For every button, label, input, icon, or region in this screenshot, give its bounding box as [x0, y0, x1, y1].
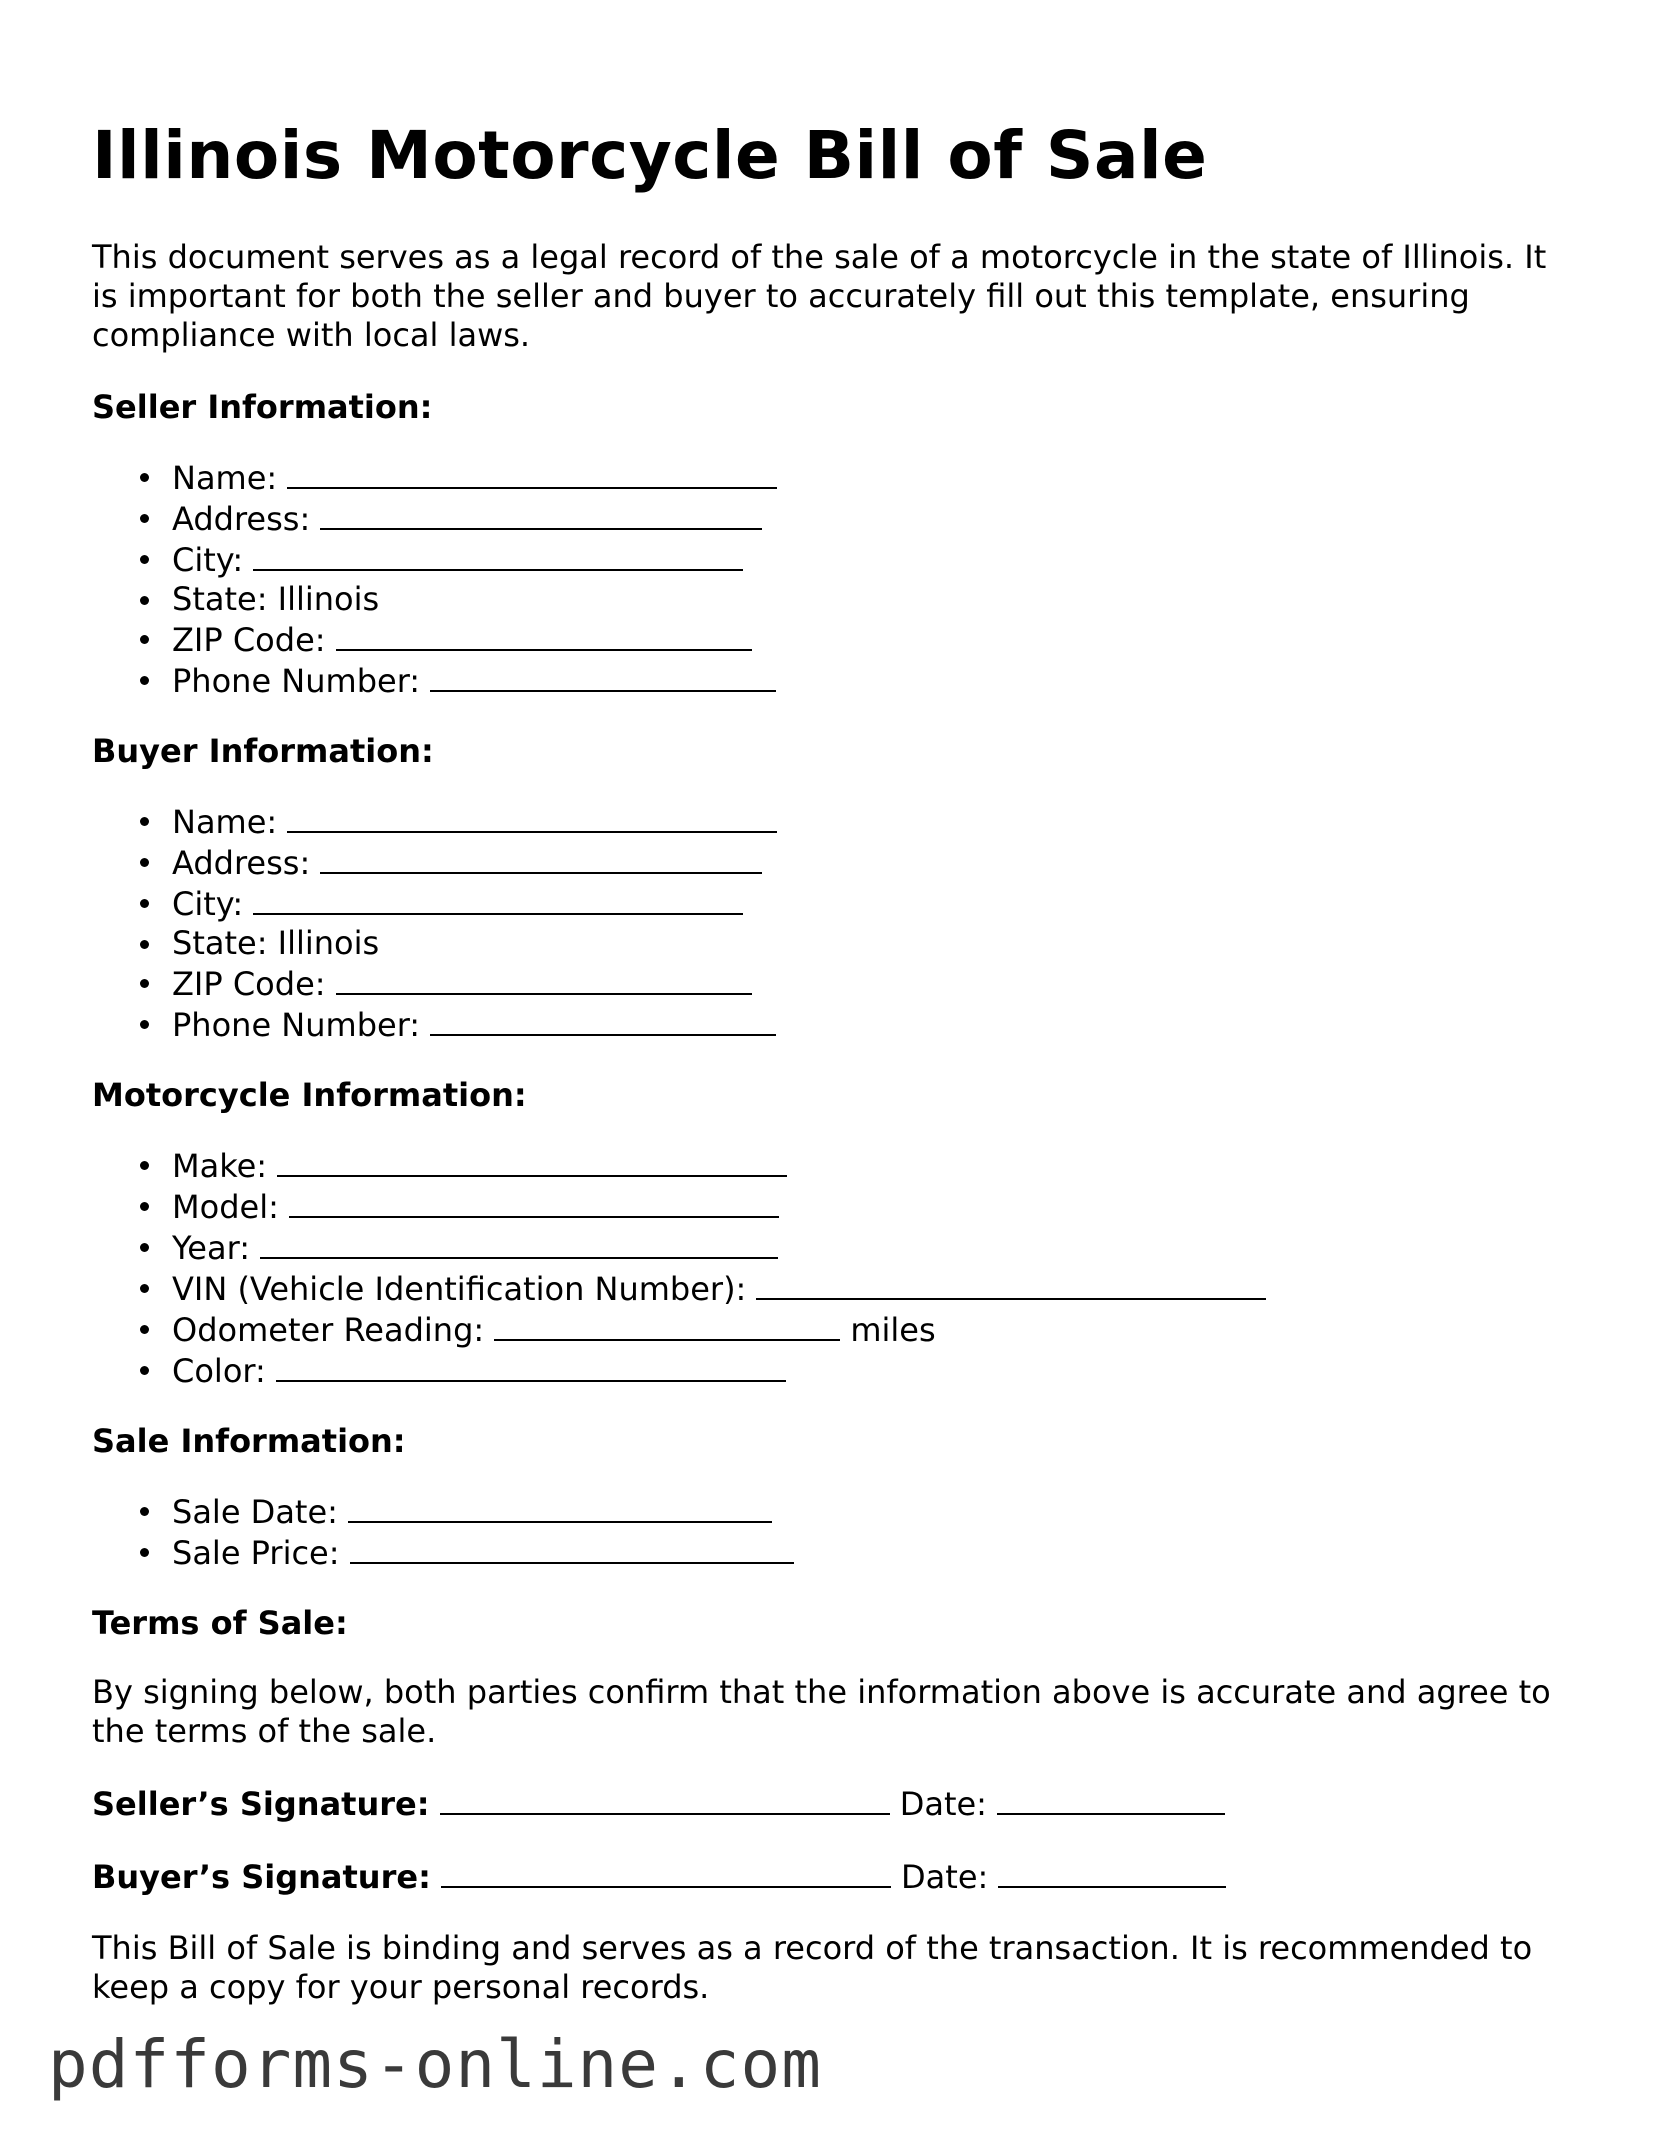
buyer-state-item [172, 924, 1572, 963]
seller-state-item [172, 580, 1572, 619]
buyer-signature-row [92, 1856, 1572, 1897]
buyer-city-field[interactable] [253, 883, 743, 915]
buyer-zip-label: ZIP Code: [172, 965, 326, 1003]
sale-date-label: Sale Date: [172, 1493, 338, 1531]
motorcycle-year-label: Year: [172, 1229, 250, 1267]
seller-date-label: Date: [899, 1785, 987, 1823]
motorcycle-heading: Motorcycle Information: [92, 1076, 527, 1114]
buyer-signature-field[interactable] [441, 1856, 891, 1888]
seller-address-label: Address: [172, 500, 311, 538]
buyer-date-label: Date: [901, 1858, 989, 1896]
terms-paragraph: By signing below, both parties confirm that the information above is accurate and agree to the terms of the sale. [92, 1673, 1551, 1750]
closing-paragraph: This Bill of Sale is binding and serves as a record of the transaction. It is recommended to keep a copy for your personal records. [92, 1929, 1533, 2006]
terms-heading: Terms of Sale: [92, 1604, 348, 1642]
seller-date-field[interactable] [997, 1783, 1225, 1815]
motorcycle-odometer-item [172, 1309, 1572, 1350]
sale-price-field[interactable] [350, 1532, 794, 1564]
motorcycle-vin-field[interactable] [756, 1268, 1266, 1300]
motorcycle-make-label: Make: [172, 1147, 268, 1185]
buyer-date-field[interactable] [998, 1856, 1226, 1888]
buyer-name-field[interactable] [287, 801, 777, 833]
intro-paragraph: This document serves as a legal record of the sale of a motorcycle in the state of Illinois. It is important for both the seller and buyer to accurately fill out this template, ensuring compliance with local laws. [92, 238, 1547, 354]
sale-date-field[interactable] [348, 1491, 772, 1523]
buyer-signature-label: Buyer’s Signature: [92, 1858, 431, 1896]
motorcycle-make-item [172, 1145, 1572, 1186]
motorcycle-model-field[interactable] [289, 1186, 779, 1218]
buyer-address-label: Address: [172, 844, 311, 882]
seller-signature-row [92, 1783, 1572, 1824]
motorcycle-odometer-unit: miles [850, 1311, 936, 1349]
watermark: pdfforms-online.com [48, 2026, 822, 2103]
sale-price-item [172, 1532, 1572, 1573]
seller-phone-label: Phone Number: [172, 662, 421, 700]
motorcycle-model-item [172, 1186, 1572, 1227]
seller-name-label: Name: [172, 459, 278, 497]
seller-heading: Seller Information: [92, 388, 433, 426]
sale-heading: Sale Information: [92, 1422, 406, 1460]
seller-zip-field[interactable] [336, 619, 752, 651]
buyer-city-item [172, 883, 1572, 924]
seller-address-field[interactable] [320, 498, 762, 530]
buyer-name-label: Name: [172, 803, 278, 841]
buyer-fields [92, 801, 1572, 1045]
motorcycle-color-item [172, 1350, 1572, 1391]
seller-city-field[interactable] [253, 539, 743, 571]
motorcycle-make-field[interactable] [277, 1145, 787, 1177]
seller-phone-item [172, 660, 1572, 701]
seller-phone-field[interactable] [430, 660, 776, 692]
seller-city-label: City: [172, 541, 244, 579]
motorcycle-color-field[interactable] [276, 1350, 786, 1382]
document-page [92, 110, 1572, 2039]
motorcycle-year-field[interactable] [260, 1227, 778, 1259]
seller-name-field[interactable] [287, 457, 777, 489]
seller-zip-item [172, 619, 1572, 660]
seller-fields [92, 457, 1572, 701]
seller-city-item [172, 539, 1572, 580]
buyer-heading: Buyer Information: [92, 732, 434, 770]
buyer-city-label: City: [172, 885, 244, 923]
motorcycle-vin-label: VIN (Vehicle Identification Number): [172, 1270, 747, 1308]
buyer-address-item [172, 842, 1572, 883]
seller-signature-label: Seller’s Signature: [92, 1785, 430, 1823]
buyer-phone-field[interactable] [430, 1004, 776, 1036]
motorcycle-odometer-label: Odometer Reading: [172, 1311, 485, 1349]
motorcycle-fields [92, 1145, 1572, 1391]
seller-signature-field[interactable] [440, 1783, 890, 1815]
motorcycle-model-label: Model: [172, 1188, 279, 1226]
motorcycle-vin-item [172, 1268, 1572, 1309]
motorcycle-color-label: Color: [172, 1352, 266, 1390]
buyer-state-label: State: Illinois [172, 924, 380, 962]
motorcycle-year-item [172, 1227, 1572, 1268]
sale-price-label: Sale Price: [172, 1534, 340, 1572]
document-title: Illinois Motorcycle Bill of Sale [92, 117, 1208, 194]
buyer-phone-item [172, 1004, 1572, 1045]
buyer-address-field[interactable] [320, 842, 762, 874]
buyer-zip-item [172, 963, 1572, 1004]
sale-date-item [172, 1491, 1572, 1532]
seller-state-label: State: Illinois [172, 580, 380, 618]
seller-zip-label: ZIP Code: [172, 621, 326, 659]
motorcycle-odometer-field[interactable] [494, 1309, 840, 1341]
buyer-phone-label: Phone Number: [172, 1006, 421, 1044]
seller-address-item [172, 498, 1572, 539]
buyer-name-item [172, 801, 1572, 842]
seller-name-item [172, 457, 1572, 498]
sale-fields [92, 1491, 1572, 1573]
buyer-zip-field[interactable] [336, 963, 752, 995]
